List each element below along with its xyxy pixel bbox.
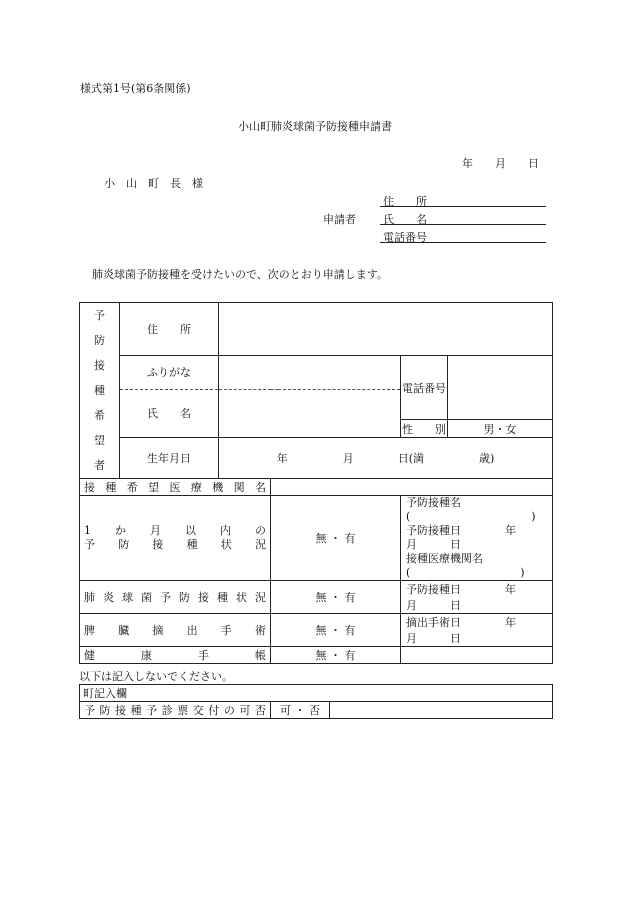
furigana-label: ふりがな xyxy=(120,356,219,390)
office-table xyxy=(79,684,553,719)
office-note: 以下は記入しないでください。 xyxy=(79,670,233,683)
date-line: 年 月 日 xyxy=(462,157,539,170)
pneumo-yesno[interactable]: 無 ・ 有 xyxy=(271,581,401,614)
side-label: 予 防 接 種 希 望 者 xyxy=(80,303,120,479)
address-field[interactable] xyxy=(219,303,553,356)
applicant-address-label: 住 所 xyxy=(383,195,427,208)
spleen-detail[interactable]: 摘出手術日 年 月 日 xyxy=(401,614,553,647)
application-table xyxy=(79,302,553,664)
hospital-field[interactable] xyxy=(271,479,553,496)
furigana-field[interactable] xyxy=(219,356,401,390)
birth-label: 生年月日 xyxy=(120,438,219,479)
phone-label: 電話番号 xyxy=(401,356,448,420)
applicant-phone-line[interactable] xyxy=(380,242,546,243)
office-issue-note[interactable] xyxy=(330,702,553,719)
applicant-phone-label: 電話番号 xyxy=(383,231,427,244)
applicant-name-label: 氏 名 xyxy=(383,213,427,226)
name-field[interactable] xyxy=(219,389,401,438)
spleen-label: 脾臓摘出手術 xyxy=(80,614,271,647)
form-number: 様式第1号(第6条関係) xyxy=(80,82,191,95)
office-issue-label: 予防接種予診票交付の可否 xyxy=(80,702,271,719)
office-header: 町記入欄 xyxy=(80,685,553,702)
hospital-label: 接種希望医療機関名 xyxy=(80,479,271,496)
applicant-label: 申請者 xyxy=(323,213,356,226)
pneumo-detail[interactable]: 予防接種日 年 月 日 xyxy=(401,581,553,614)
address-label: 住 所 xyxy=(120,303,219,356)
intro-text: 肺炎球菌予防接種を受けたいので、次のとおり申請します。 xyxy=(92,268,388,281)
recent-vaccination-label: 1か月以内の 予防接種状況 xyxy=(80,496,271,581)
birth-field[interactable]: 年 月 日(満 歳) xyxy=(219,438,553,479)
document-title: 小山町肺炎球菌予防接種申請書 xyxy=(238,120,392,133)
spleen-yesno[interactable]: 無 ・ 有 xyxy=(271,614,401,647)
office-issue-value[interactable]: 可 ・ 否 xyxy=(271,702,330,719)
name-label: 氏 名 xyxy=(120,389,219,438)
applicant-name-line[interactable] xyxy=(380,224,546,225)
phone-field[interactable] xyxy=(448,356,553,420)
health-yesno[interactable]: 無 ・ 有 xyxy=(271,647,401,664)
applicant-address-line[interactable] xyxy=(380,206,546,207)
health-detail[interactable] xyxy=(401,647,553,664)
health-label: 健康手帳 xyxy=(80,647,271,664)
addressee: 小 山 町 長 様 xyxy=(104,177,203,190)
pneumo-label: 肺炎球菌予防接種状況 xyxy=(80,581,271,614)
sex-label: 性 別 xyxy=(401,420,448,438)
recent-vaccination-detail[interactable]: 予防接種名 ( ) 予防接種日 年 月 日 接種医療機関名( ) xyxy=(401,496,553,581)
sex-options[interactable]: 男・女 xyxy=(448,420,553,438)
recent-yesno[interactable]: 無 ・ 有 xyxy=(271,496,401,581)
